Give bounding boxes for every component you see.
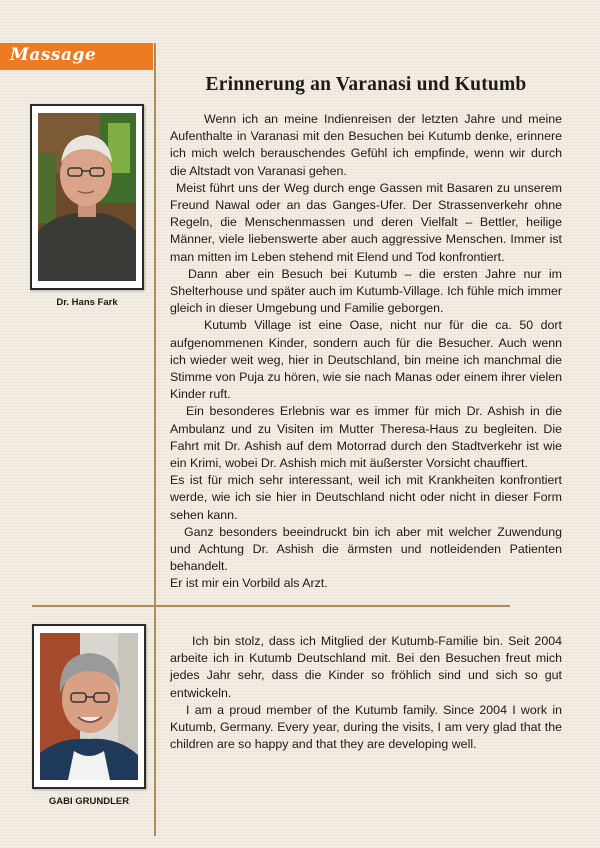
paragraph: Ein besonderes Erlebnis war es immer für mich Dr. Ashish in die Ambulanz und zu Visiten im Mutter Theresa-Haus zu begleiten. Die Fahrt mit Dr. Ashish auf dem Motorrad durch den Stadtverkehr ist wie ein Krimi, wobei Dr. Ashish mich mit äußerster Vorsicht chauffiert. — [170, 404, 562, 471]
section-tag-label: Massage — [10, 45, 97, 65]
article-text-hans-fark — [170, 111, 562, 593]
photo-caption-hans-fark: Dr. Hans Fark — [56, 297, 118, 308]
paragraph: I am a proud member of the Kutumb family. Since 2004 I work in Kutumb, Germany. Every year, during the visits, I am very glad that the children are so happy and that they are developing well. — [170, 702, 562, 752]
paragraph: Ganz besonders beeindruckt bin ich aber mit welcher Zuwendung und Achtung Dr. Ashish die ärmsten und notleidenden Patienten behandelt. — [170, 524, 562, 574]
photo-caption-gabi-grundler: GABI GRUNDLER — [48, 796, 130, 807]
section-tag — [0, 43, 153, 70]
article-title: Erinnerung an Varanasi und Kutumb — [205, 74, 527, 95]
paragraph: Meist führt uns der Weg durch enge Gassen mit Basaren zu unserem Freund Nawal oder an das Ganges-Ufer. Der Strassenverkehr ohne Regeln, die Menschenmassen und deren Vielfalt – Bettler, heilige Männer, viele liebenswerte aber auch aggressive Menschen. Immer ist man mitten im Leben stehend mit Elend und Tod konfrontiert. — [170, 180, 562, 264]
paragraph: Kutumb Village ist eine Oase, nicht nur für die ca. 50 dort aufgenommenen Kinder, sondern auch für die Besucher. Auch wenn ich wieder weit weg, hier in Deutschland, bin meine ich manchmal die Stimme von Puja zu hören, wie sie nach Manas oder einem ihrer vielen Kinder ruft. — [170, 318, 562, 402]
portrait-photo-hans-fark — [38, 113, 136, 281]
paragraph: Wenn ich an meine Indienreisen der letzten Jahre und meine Aufenthalte in Varanasi mit den Besuchen bei Kutumb denke, erinnere ich mich welch berauschendes Gefühl ich empfinde, wenn wir durch die Altstadt von Varanasi gehen. — [170, 112, 562, 178]
paragraph: Es ist für mich sehr interessant, weil ich mit Krankheiten konfrontiert werde, wie ich sie hier in Deutschland nicht oder nicht in dieser Form sehen kann. — [170, 473, 562, 522]
vertical-divider — [154, 43, 156, 836]
article-text-gabi-grundler — [170, 633, 562, 753]
horizontal-divider — [32, 605, 510, 607]
paragraph: Dann aber ein Besuch bei Kutumb – die ersten Jahre nur im Shelterhouse und später auch im Kutumb-Village. Ich fühle mich immer gleich in dieser Umgebung und Familie geborgen. — [170, 266, 562, 316]
paragraph: Er ist mir ein Vorbild als Arzt. — [170, 576, 328, 591]
photo-frame-gabi-grundler — [32, 624, 146, 789]
paragraph: Ich bin stolz, dass ich Mitglied der Kutumb-Familie bin. Seit 2004 arbeite ich in Kutumb Deutschland mit. Bei den Besuchen freut mich jedes Jahr sehr, dass die Kinder so fröhlich sind und sich so gut entwickeln. — [170, 634, 562, 700]
portrait-photo-gabi-grundler — [40, 633, 138, 780]
photo-frame-hans-fark — [30, 104, 144, 290]
